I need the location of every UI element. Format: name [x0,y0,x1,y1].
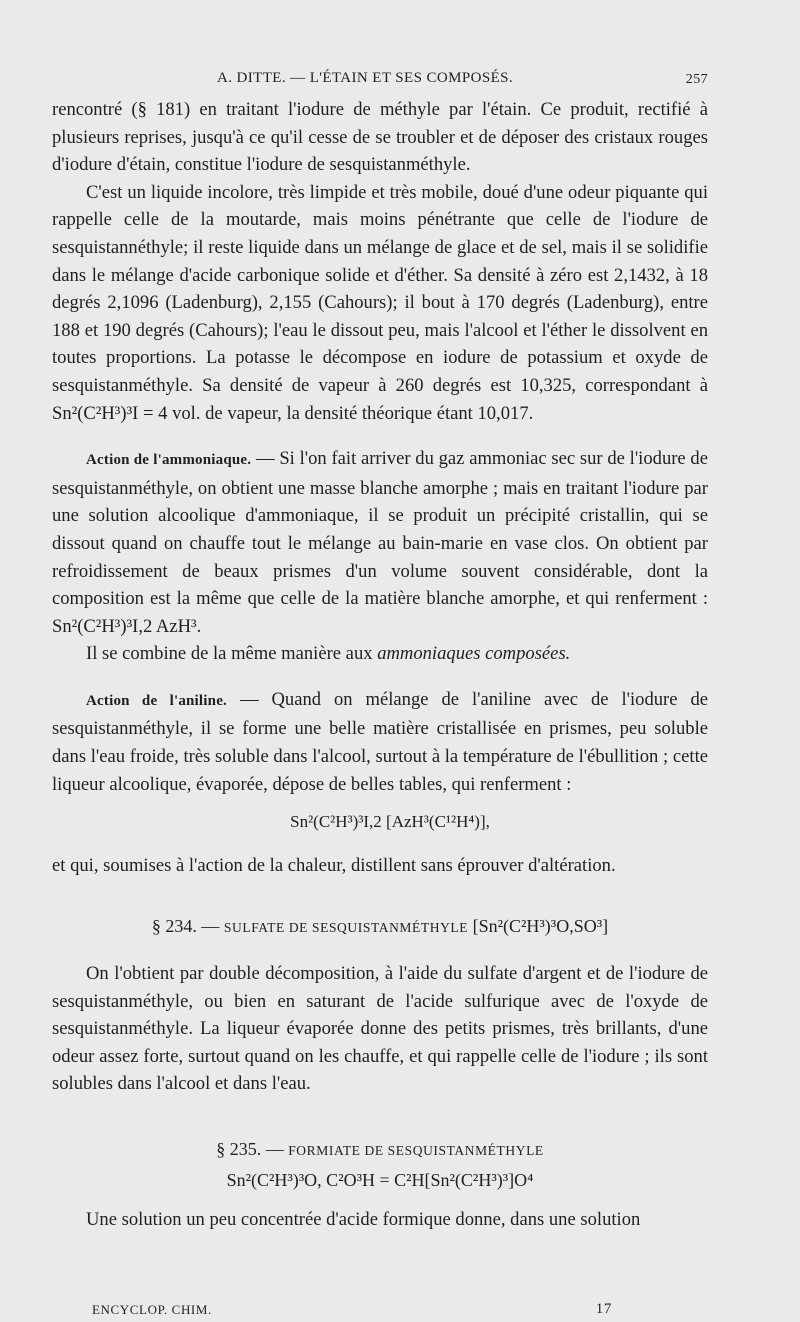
page-header [52,60,708,90]
paragraph-continuation: rencontré (§ 181) en traitant l'iodure de méthyle par l'étain. Ce produit, rectifié à plusieurs reprises, jusqu'à ce qu'il cesse de se troubler et de déposer des cristaux rouges d'iodure d'étain, constitue l'iodure de sesquistanméthyle. [52,99,708,176]
ammoniaque-heading: Action de l'ammoniaque. [86,452,252,469]
aniline-paragraph [52,686,708,798]
aniline-formula: Sn²(C²H³)³I,2 [AzH³(C¹²H⁴)], [290,812,490,832]
page-content [52,96,708,1234]
section-234-formula: [Sn²(C²H³)³O,SO³] [468,916,609,937]
ammoniaque-paragraph [52,445,708,640]
section-235-text: Une solution un peu concentrée d'acide formique donne, dans une solution [86,1209,641,1231]
section-235-formula: Sn²(C²H³)³O, C²O³H = C²H[Sn²(C²H³)³]O⁴ [226,1169,534,1190]
section-235-title [52,1136,708,1165]
section-235-name: FORMIATE DE SESQUISTANMÉTHYLE [288,1143,544,1158]
section-235-dash: — [261,1139,289,1159]
page-number: 257 [685,72,708,87]
aniline-after: et qui, soumises à l'action de la chaleur, distillent sans éprouver d'altération. [52,854,616,876]
ammoniaque-text: — Si l'on fait arriver du gaz ammoniac sec sur de l'iodure de sesquistanméthyle, on obtient une masse blanche amorphe ; mais en traitant l'iodure par une solution alcoolique d'ammoniaque, il se produit un précipité cristallin, qui se dissout quand on chauffe tout le mélange au bain-marie en vase clos. On obtient par refroidissement de beaux prismes d'un volume souvent considérable, dont la composition est la même que celle de la matière blanche amorphe, et qui renferment : Sn²(C²H³)³I,2 AzH³. [52,448,708,637]
combine-italic: ammoniaques composées. [377,643,571,665]
footer-signature: ENCYCLOP. CHIM. [92,1302,212,1317]
footer-sheet-number: 17 [595,1301,612,1317]
section-234-title [52,913,708,942]
section-234-number: § 234. [151,916,197,937]
section-234-name: SULFATE DE SESQUISTANMÉTHYLE [223,920,469,936]
section-234-text: On l'obtient par double décomposition, à l'aide du sulfate d'argent et de l'iodure de sesquistanméthyle, ou bien en saturant de l'acide sulfurique avec de l'oxyde de sesquistanméthyle. La liqueur évaporée donne des petits prismes, très brillants, d'une odeur assez forte, surtout quand on les chauffe, et qui rappelle celle de l'iodure ; ils sont solubles dans l'alcool et dans l'eau. [52,963,708,1095]
aniline-heading: Action de l'aniline. [86,692,228,709]
paragraph-properties: C'est un liquide incolore, très limpide et très mobile, doué d'une odeur piquante qui rappelle celle de la moutarde, mais moins pénétrante que celle de l'iodure de sesquistannéthyle; il reste liquide dans un mélange de glace et de sel, mais il se solidifie dans le mélange d'acide carbonique solide et d'éther. Sa densité à zéro est 2,1432, à 18 degrés 2,1096 (Ladenburg), 2,155 (Cahours); il bout à 170 degrés (Ladenburg), entre 188 et 190 degrés (Cahours); l'eau le dissout peu, mais l'alcool et l'éther le dissolvent en toutes proportions. La potasse le décompose en iodure de potassium et oxyde de sesquistanméthyle. Sa densité de vapeur à 260 degrés est 10,325, correspondant à Sn²(C²H³)³I = 4 vol. de vapeur, la densité théorique étant 10,017. [52,181,708,424]
section-234-dash: — [196,916,224,937]
section-235-number: § 235. [216,1139,262,1159]
aniline-text: — Quand on mélange de l'aniline avec de l'iodure de sesquistanméthyle, il se forme une belle matière cristallisée en prismes, peu soluble dans l'eau froide, très soluble dans l'alcool, surtout à la température de l'ébullition ; cette liqueur alcoolique, évaporée, dépose de belles tables, qui renferment : [52,688,708,795]
running-head: A. DITTE. — L'ÉTAIN ET SES COMPOSÉS. [217,70,514,86]
combine-text: Il se combine de la même manière aux [86,643,378,665]
combine-paragraph [52,640,708,668]
